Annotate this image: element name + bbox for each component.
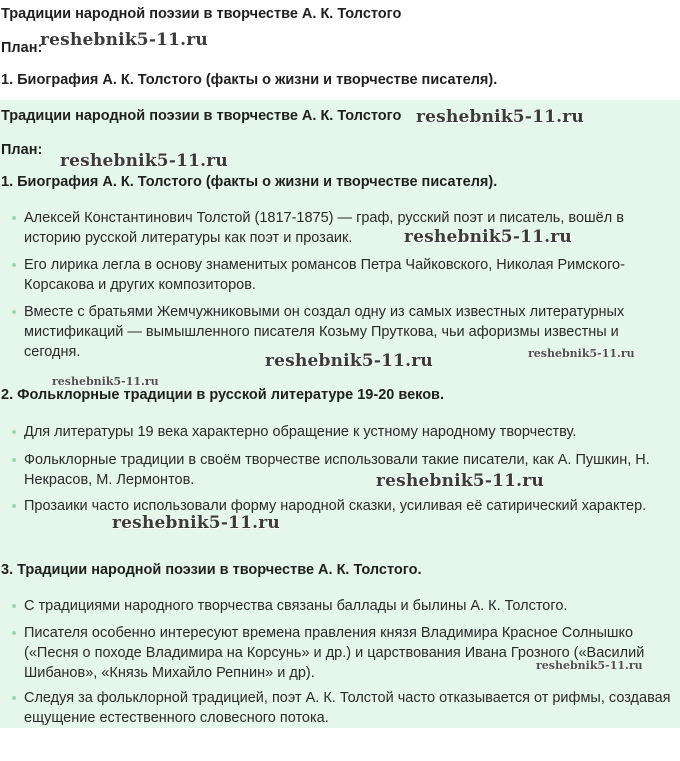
plan-label: План: [1, 40, 43, 56]
watermark: reshebnik5-11.ru [376, 471, 544, 491]
page-title: Традиции народной поэзии в творчестве А. К. Толстого [1, 6, 402, 22]
panel-plan-label: План: [1, 142, 43, 158]
watermark: reshebnik5-11.ru [40, 30, 208, 50]
content-panel [0, 100, 680, 728]
section-heading-2: 2. Фольклорные традиции в русской литературе 19-20 веков. [1, 387, 445, 403]
list-item: Фольклорные традиции в своём творчестве использовали такие писатели, как А. Пушкин, Н. Некрасов, М. Лермонтов. [24, 450, 676, 490]
watermark: reshebnik5-11.ru [416, 107, 584, 127]
watermark: reshebnik5-11.ru [60, 151, 228, 171]
list-item: Его лирика легла в основу знаменитых романсов Петра Чайковского, Николая Римского-Корсакова и других композиторов. [24, 255, 676, 295]
watermark: reshebnik5-11.ru [52, 375, 159, 388]
section-heading-1: 1. Биография А. К. Толстого (факты о жизни и творчестве писателя). [1, 174, 498, 190]
panel-title: Традиции народной поэзии в творчестве А. К. Толстого [1, 108, 402, 124]
list-item: Следуя за фольклорной традицией, поэт А. К. Толстой часто отказывается от рифмы, создавая ещущение естественного словесного потока. [24, 688, 676, 728]
watermark: reshebnik5-11.ru [528, 347, 635, 360]
list-item: Вместе с братьями Жемчужниковыми он создал одну из самых известных литературных мистификаций — вымышленного писателя Козьму Пруткова, чьи афоризмы известны и сегодня. [24, 302, 676, 362]
list-item: Писателя особенно интересуют времена правления князя Владимира Красное Солнышко («Песня о походе Владимира на Корсунь» и др.) и царствования Ивана Грозного («Василий Шибанов», «Князь Михайло Репнин» и др). [24, 623, 676, 683]
list-item: С традициями народного творчества связаны баллады и былины А. К. Толстого. [24, 596, 676, 616]
list-item: Прозаики часто использовали форму народной сказки, усиливая её сатирический характер. [24, 496, 676, 516]
watermark: reshebnik5-11.ru [404, 227, 572, 247]
plan-item-1: 1. Биография А. К. Толстого (факты о жизни и творчестве писателя). [1, 72, 498, 88]
watermark: reshebnik5-11.ru [265, 351, 433, 371]
section-heading-3: 3. Традиции народной поэзии в творчестве А. К. Толстого. [1, 562, 422, 578]
watermark: reshebnik5-11.ru [536, 659, 643, 672]
list-item: Для литературы 19 века характерно обращение к устному народному творчеству. [24, 422, 676, 442]
list-item: Алексей Константинович Толстой (1817-1875) — граф, русский поэт и писатель, вошёл в историю русской литературы как поэт и прозаик. [24, 208, 676, 248]
watermark: reshebnik5-11.ru [112, 513, 280, 533]
